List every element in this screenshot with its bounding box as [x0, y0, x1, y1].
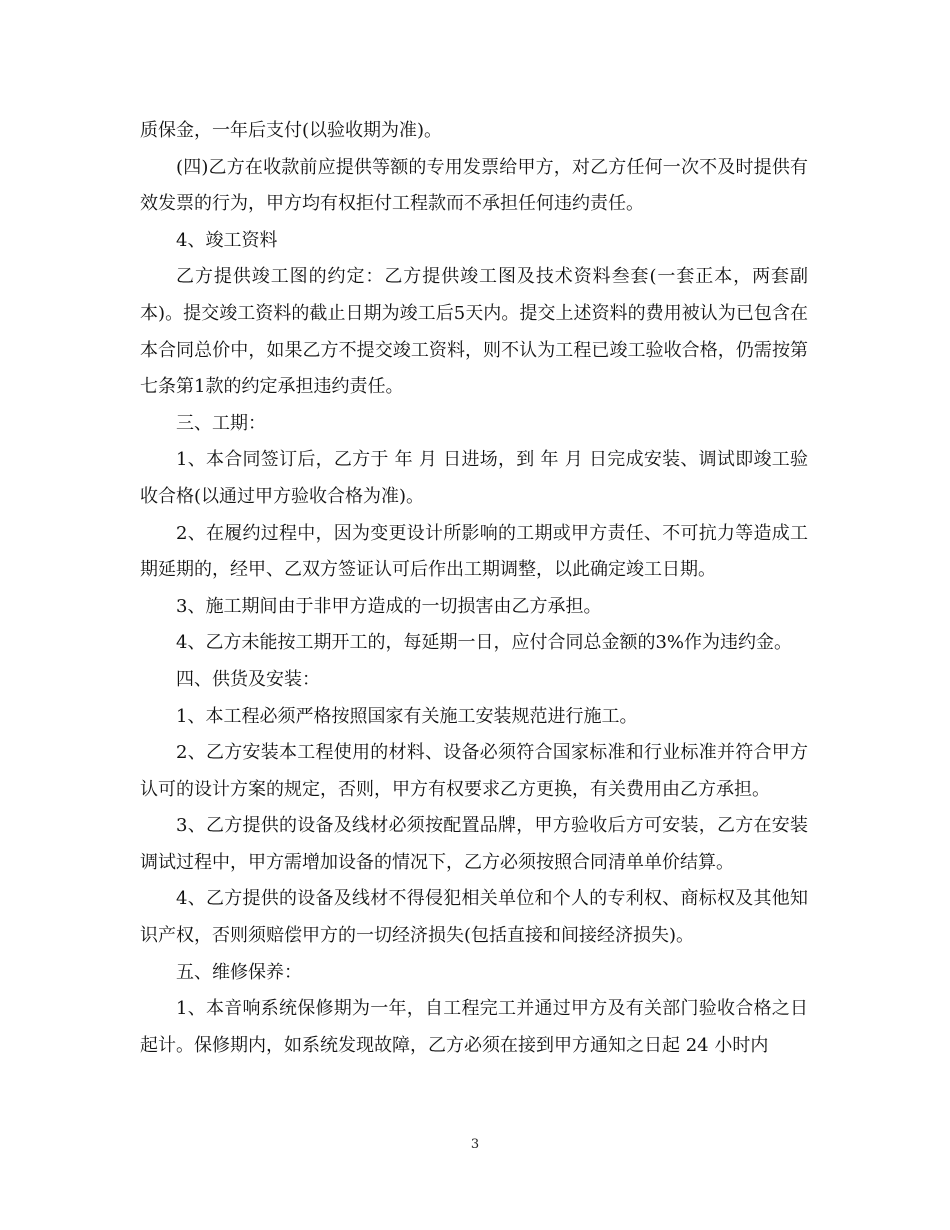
paragraph-13: 3、乙方提供的设备及线材必须按配置品牌，甲方验收后方可安装，乙方在安装调试过程中，甲方需增加设备的情况下，乙方必须按照合同清单单价结算。 [140, 815, 808, 873]
section-heading-supply-installation: 四、供货及安装： [176, 668, 320, 690]
section-heading-schedule: 三、工期： [176, 412, 266, 434]
section-heading-maintenance: 五、维修保养： [176, 961, 302, 983]
paragraph-6: 1、本合同签订后，乙方于 年 月 日进场，到 年 月 日完成安装、调试即竣工验收合格(以通过甲方验收合格为准)。 [140, 449, 808, 507]
paragraph-1: 质保金，一年后支付(以验收期为准)。 [140, 120, 443, 141]
paragraph-11: 1、本工程必须严格按照国家有关施工安装规范进行施工。 [176, 705, 638, 727]
paragraph-16: 1、本音响系统保修期为一年，自工程完工并通过甲方及有关部门验收合格之日起计。保修期内，如系统发现故障，乙方必须在接到甲方通知之日起 24 小时内 [140, 998, 808, 1056]
paragraph-8: 3、施工期间由于非甲方造成的一切损害由乙方承担。 [176, 595, 602, 617]
page-number: 3 [470, 1137, 480, 1152]
paragraph-2: (四)乙方在收款前应提供等额的专用发票给甲方，对乙方任何一次不及时提供有效发票的行为，甲方均有权拒付工程款而不承担任何违约责任。 [140, 156, 808, 215]
paragraph-4: 乙方提供竣工图的约定：乙方提供竣工图及技术资料叁套(一套正本，两套副本)。提交竣工资料的截止日期为竣工后5天内。提交上述资料的费用被认为已包含在本合同总价中，如果乙方不提交竣工资料，则不认为工程已竣工验收合格，仍需按第七条第1款的约定承担违约责任。 [140, 266, 808, 398]
paragraph-7: 2、在履约过程中，因为变更设计所影响的工期或甲方责任、不可抗力等造成工期延期的，经甲、乙双方签证认可后作出工期调整，以此确定竣工日期。 [140, 522, 808, 581]
section-heading-completion-documents: 4、竣工资料 [176, 229, 278, 251]
paragraph-14: 4、乙方提供的设备及线材不得侵犯相关单位和个人的专利权、商标权及其他知识产权，否则须赔偿甲方的一切经济损失(包括直接和间接经济损失)。 [140, 888, 808, 947]
document-body [140, 113, 808, 1064]
paragraph-9: 4、乙方未能按工期开工的，每延期一日，应付合同总金额的3%作为违约金。 [176, 632, 793, 654]
paragraph-12: 2、乙方安装本工程使用的材料、设备必须符合国家标准和行业标准并符合甲方认可的设计方案的规定，否则，甲方有权要求乙方更换，有关费用由乙方承担。 [140, 742, 808, 800]
